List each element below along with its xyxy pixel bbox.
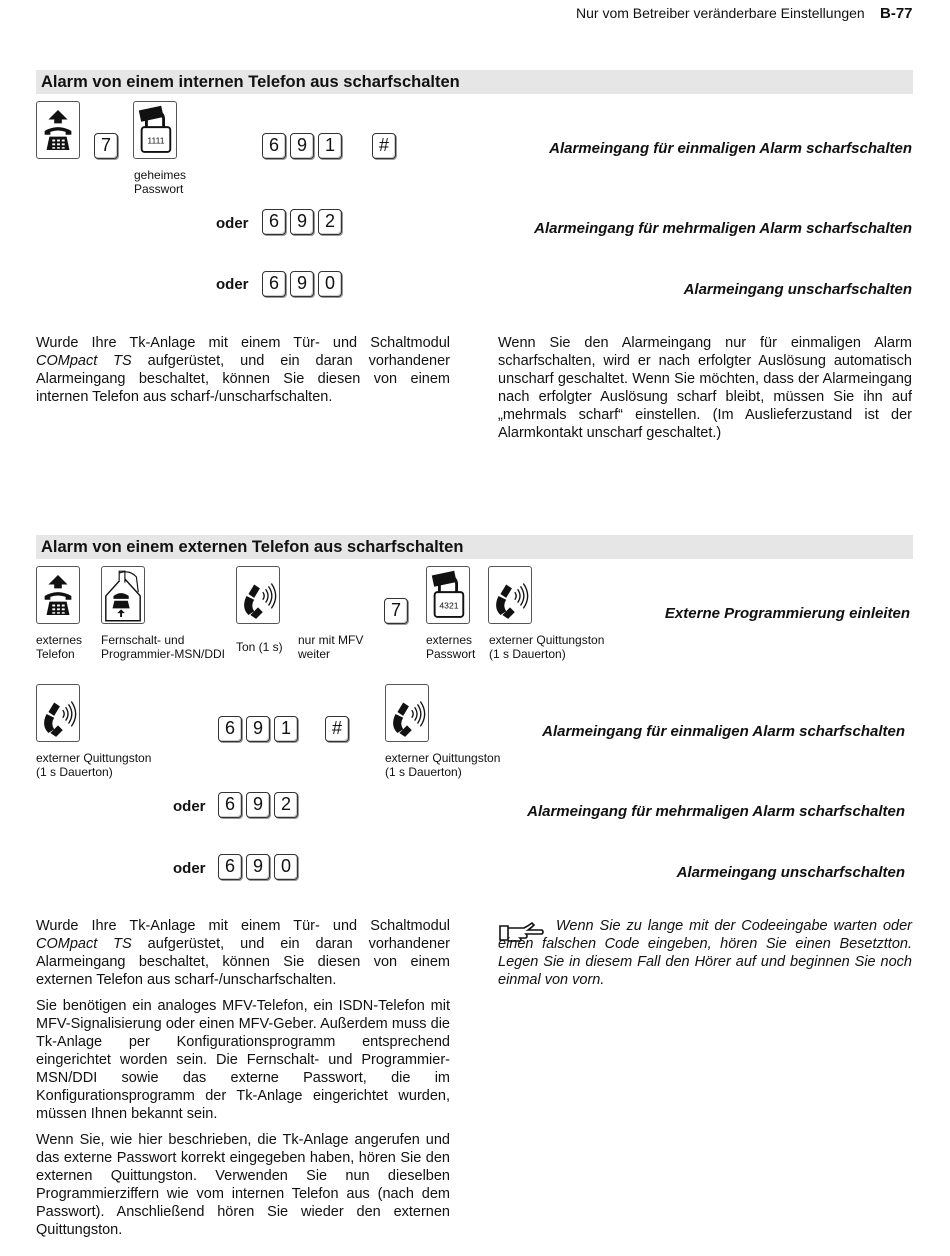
key: 9 — [246, 854, 270, 880]
caption-external-password: externes Passwort — [426, 633, 476, 661]
key: 0 — [274, 854, 298, 880]
oder-label: oder — [216, 276, 249, 293]
key-7: 7 — [384, 598, 408, 624]
action-label: Alarmeingang unscharfschalten — [676, 864, 905, 881]
caption-tone: Ton (1 s) — [236, 640, 283, 654]
key-hash: # — [325, 716, 349, 742]
external-description: Wurde Ihre Tk-Anlage mit einem Tür- und Schaltmodul COMpact TS aufgerüstet, und ein daran vorhandener Alarmeingang beschaltet, können Sie diesen von einem externen Telefon aus scharf-/unscharfschalten. Sie benötigen ein analoges MFV-Telefon, ein ISDN-Telefon mit MFV-Signalisierung oder einen MFV-Geber. Außerdem muss die Tk-Anlage per Konfigurationsprogramm entsprechend eingerichtet worden sein. Die Fernschalt- und Programmier-MSN/DDI sowie das externe Passwort, die im Konfigurationsprogramm der Tk-Anlage eingerichtet wurden, müssen Ihnen bekannt sein. Wenn Sie, wie hier beschrieben, die Tk-Anlage angerufen und das externe Passwort korrekt eingegeben haben, hören Sie den externen Quittungston. Verwenden Sie nun dieselben Programmierziffern wie vom internen Telefon aus (nach dem Passwort). Anschließend hören Sie wieder den externen Quittungston. — [36, 918, 450, 1238]
house-phone-icon — [101, 566, 145, 624]
page-number: B-77 — [880, 5, 913, 22]
key: 6 — [262, 271, 286, 297]
action-label: Alarmeingang unscharfschalten — [683, 281, 912, 298]
external-note: Wenn Sie zu lange mit der Codeeingabe warten oder einen falschen Code eingeben, hören Sie einen Besetztton. Legen Sie in diesem Fall den Hörer auf und beginnen Sie noch einmal von vorn. — [498, 918, 912, 988]
action-label: Alarmeingang für mehrmaligen Alarm scharfschalten — [534, 220, 912, 237]
keys-row-692 — [218, 792, 298, 818]
oder-label: oder — [173, 860, 206, 877]
key: 9 — [290, 133, 314, 159]
key: 6 — [218, 716, 242, 742]
caption-ack-tone: externer Quittungston (1 s Dauerton) — [489, 633, 605, 661]
action-label: Externe Programmierung einleiten — [664, 605, 910, 622]
internal-description: Wurde Ihre Tk-Anlage mit einem Tür- und Schaltmodul COMpact TS aufgerüstet, und ein daran vorhandener Alarmeingang beschaltet, können Sie diesen von einem internen Telefon aus scharf-/unscharfschalten. — [36, 335, 450, 405]
tone-handset-icon — [236, 566, 280, 624]
key: 6 — [262, 209, 286, 235]
key: 0 — [318, 271, 342, 297]
password-digits: 1111 — [147, 135, 165, 146]
keys-row-690 — [218, 854, 298, 880]
key: 6 — [218, 854, 242, 880]
key: 9 — [290, 209, 314, 235]
action-label: Alarmeingang für mehrmaligen Alarm scharfschalten — [527, 803, 905, 820]
password-digits: 4321 — [439, 600, 459, 611]
action-label: Alarmeingang für einmaligen Alarm scharfschalten — [542, 723, 905, 740]
oder-label: oder — [173, 798, 206, 815]
running-header-title: Nur vom Betreiber veränderbare Einstellungen — [576, 5, 865, 21]
key: 1 — [318, 133, 342, 159]
keys-row-691 — [262, 133, 342, 159]
key: 9 — [246, 792, 270, 818]
key: 9 — [246, 716, 270, 742]
caption-external-phone: externes Telefon — [36, 633, 83, 661]
action-label: Alarmeingang für einmaligen Alarm scharfschalten — [549, 140, 912, 157]
password-caption: geheimes Passwort — [134, 168, 187, 196]
key: 6 — [262, 133, 286, 159]
key: 9 — [290, 271, 314, 297]
oder-label: oder — [216, 215, 249, 232]
phone-handset-up-icon — [36, 566, 80, 624]
key-7: 7 — [94, 133, 118, 159]
section-heading-internal: Alarm von einem internen Telefon aus scharfschalten — [36, 70, 913, 94]
caption-msn: Fernschalt- und Programmier-MSN/DDI — [101, 633, 226, 661]
caption-ack-tone: externer Quittungston (1 s Dauerton) — [36, 751, 152, 779]
password-lock-icon — [426, 566, 470, 624]
keys-row-690 — [262, 271, 342, 297]
keys-row-691 — [218, 716, 298, 742]
caption-mfv: nur mit MFV weiter — [298, 633, 364, 661]
key: 1 — [274, 716, 298, 742]
key: 2 — [274, 792, 298, 818]
key: 6 — [218, 792, 242, 818]
password-lock-icon — [133, 101, 177, 159]
tone-handset-icon — [488, 566, 532, 624]
key: 2 — [318, 209, 342, 235]
keys-row-692 — [262, 209, 342, 235]
tone-handset-icon — [385, 684, 429, 742]
section-heading-external: Alarm von einem externen Telefon aus scharfschalten — [36, 535, 913, 559]
key-hash: # — [372, 133, 396, 159]
internal-note: Wenn Sie den Alarmeingang nur für einmaligen Alarm scharfschalten, wird er nach erfolgter Auslösung automatisch unscharf geschaltet. Wenn Sie möchten, dass der Alarmeingang nach erfolgter Auslösung scharf bleibt, müssen Sie ihn auf „mehrmals scharf“ einstellen. (Im Auslieferzustand ist der Alarmkontakt unscharf geschaltet.) — [498, 335, 912, 441]
tone-handset-icon — [36, 684, 80, 742]
caption-ack-tone: externer Quittungston (1 s Dauerton) — [385, 751, 501, 779]
phone-handset-up-icon — [36, 101, 80, 159]
